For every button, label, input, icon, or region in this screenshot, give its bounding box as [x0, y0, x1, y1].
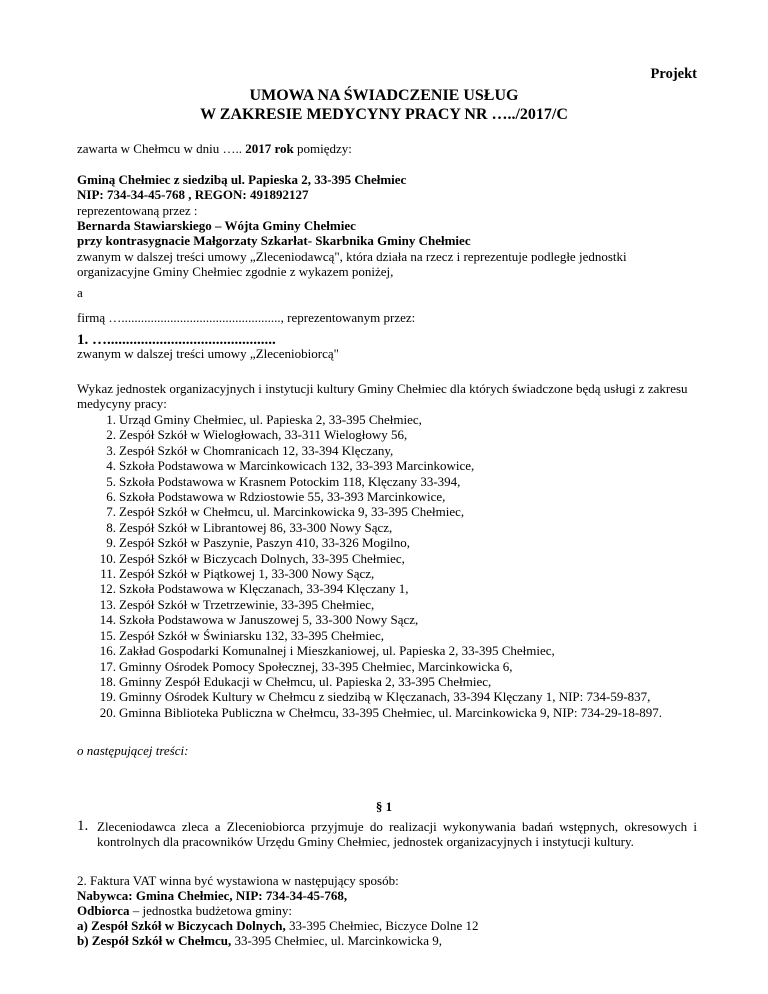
list-item — [77, 443, 697, 458]
list-item-number: 3. — [106, 442, 116, 458]
list-item-number: 8. — [106, 519, 116, 535]
party2-called: zwanym w dalszej treści umowy „Zleceniobiorcą" — [77, 346, 339, 361]
content-intro: o następującej treści: — [77, 743, 189, 758]
list-item-number: 12. — [99, 581, 116, 597]
intro-suffix: pomiędzy: — [293, 141, 352, 156]
list-item — [77, 612, 697, 627]
section1-item2: 2. Faktura VAT winna być wystawiona w następujący sposób: — [77, 873, 399, 888]
party1-ids: NIP: 734-34-45-768 , REGON: 491892127 — [77, 187, 309, 202]
list-item — [77, 566, 697, 581]
recipient-a — [77, 918, 697, 933]
list-item — [77, 535, 697, 550]
list-item-text: Zespół Szkół w Librantowej 86, 33-300 Nowy Sącz, — [119, 519, 393, 535]
list-item-number: 13. — [99, 596, 116, 612]
list-item — [77, 643, 697, 658]
list-item-number: 9. — [106, 535, 116, 551]
list-item-text: Szkoła Podstawowa w Krasnem Potockim 118, Klęczany 33-394, — [119, 473, 461, 489]
list-item-text: Zespół Szkół w Chomranicach 12, 33-394 Klęczany, — [119, 442, 394, 458]
list-item — [77, 597, 697, 612]
list-item-text: Urząd Gminy Chełmiec, ul. Papieska 2, 33-395 Chełmiec, — [119, 412, 422, 427]
list-item — [77, 458, 697, 473]
units-list — [77, 412, 697, 720]
party1-name: Gminą Chełmiec z siedzibą ul. Papieska 2, 33-395 Chełmiec — [77, 172, 407, 187]
list-item-number: 18. — [99, 673, 116, 689]
list-item — [77, 520, 697, 535]
party1-rep2: przy kontrasygnacie Małgorzaty Szkarłat- Skarbnika Gminy Chełmiec — [77, 233, 471, 248]
list-item — [77, 474, 697, 489]
list-item-text: Zespół Szkół w Trzetrzewinie, 33-395 Chełmiec, — [119, 596, 375, 612]
list-item — [77, 412, 697, 427]
list-item-number: 1. — [106, 412, 116, 427]
intro-line — [77, 141, 697, 156]
intro-prefix: zawarta w Chełmcu w dniu ….. — [77, 141, 246, 156]
section1-item1-text: Zleceniodawca zleca a Zleceniobiorca przyjmuje do realizacji wykonywania badań wstępnych, okresowych i kontrolnych dla pracowników Urzędu Gminy Chełmiec, jednostek organizacyjnych i instytucji kultury. — [97, 819, 697, 850]
recipient-b-address: 33-395 Chełmiec, ul. Marcinkowicka 9, — [231, 933, 443, 948]
list-item — [77, 427, 697, 442]
list-item — [77, 628, 697, 643]
list-item-number: 20. — [99, 704, 116, 720]
list-item-text: Szkoła Podstawowa w Januszowej 5, 33-300 Nowy Sącz, — [119, 612, 419, 628]
invoice-recipient — [77, 903, 697, 918]
party2-rep-num: 1. — [77, 332, 89, 348]
list-item-text: Zespół Szkół w Świniarsku 132, 33-395 Chełmiec, — [119, 627, 385, 643]
list-item-number: 2. — [106, 427, 116, 443]
list-item-text: Szkoła Podstawowa w Klęczanach, 33-394 Klęczany 1, — [119, 581, 409, 597]
list-item — [77, 504, 697, 519]
list-item-text: Zespół Szkół w Chełmcu, ul. Marcinkowicka 9, 33-395 Chełmiec, — [119, 504, 465, 520]
list-item-text: Gminna Biblioteka Publiczna w Chełmcu, 33-395 Chełmiec, ul. Marcinkowicka 9, NIP: 734-29-18-897. — [119, 704, 663, 720]
invoice-recipient-rest: – jednostka budżetowa gminy: — [129, 903, 292, 918]
list-item — [77, 551, 697, 566]
list-item-text: Gminny Ośrodek Pomocy Społecznej, 33-395 Chełmiec, Marcinkowicka 6, — [119, 658, 513, 674]
list-item — [77, 659, 697, 674]
list-item-number: 16. — [99, 643, 116, 659]
list-item-text: Gminny Ośrodek Kultury w Chełmcu z siedzibą w Klęczanach, 33-394 Klęczany 1, NIP: 734-59-837, — [119, 689, 651, 705]
intro-year: 2017 rok — [245, 141, 294, 156]
units-intro: Wykaz jednostek organizacyjnych i instytucji kultury Gminy Chełmiec dla których świadczone będą usługi z zakresu medycyny pracy: — [77, 381, 688, 412]
recipient-a-address: 33-395 Chełmiec, Biczyce Dolne 12 — [285, 918, 479, 933]
party1-represented: reprezentowaną przez : — [77, 203, 198, 218]
document-title-line2: W ZAKRESIE MEDYCYNY PRACY NR …../2017/C — [200, 106, 568, 123]
list-item — [77, 674, 697, 689]
recipient-b-name: b) Zespół Szkół w Chełmcu, — [77, 933, 232, 948]
recipient-a-name: a) Zespół Szkół w Biczycach Dolnych, — [77, 918, 286, 933]
draft-label: Projekt — [650, 66, 697, 82]
list-item-text: Szkoła Podstawowa w Marcinkowicach 132, 33-393 Marcinkowice, — [119, 458, 475, 474]
list-item-number: 6. — [106, 489, 116, 505]
list-item-number: 17. — [99, 658, 116, 674]
list-item-number: 11. — [100, 566, 116, 582]
party1-called: zwanym w dalszej treści umowy „Zleceniodawcą", która działa na rzecz i reprezentuje podległe jednostki organizacyjne Gminy Chełmiec zgodnie z wykazem poniżej, — [77, 249, 627, 280]
and-word: a — [77, 285, 83, 300]
invoice-recipient-label: Odbiorca — [77, 903, 130, 918]
list-item-text: Zespół Szkół w Paszynie, Paszyn 410, 33-326 Mogilno, — [119, 535, 411, 551]
list-item — [77, 581, 697, 596]
list-item-number: 5. — [106, 473, 116, 489]
party1-rep1: Bernarda Stawiarskiego – Wójta Gminy Chełmiec — [77, 218, 356, 233]
list-item-text: Gminny Zespół Edukacji w Chełmcu, ul. Papieska 2, 33-395 Chełmiec, — [119, 673, 492, 689]
party2-rep-dots: …............................................. — [88, 332, 276, 348]
invoice-buyer: Nabywca: Gmina Chełmiec, NIP: 734-34-45-768, — [77, 888, 348, 903]
list-item-number: 10. — [99, 550, 116, 566]
list-item-number: 4. — [106, 458, 116, 474]
recipient-b — [77, 933, 697, 948]
section1-item1-number: 1. — [77, 818, 89, 834]
list-item-text: Zespół Szkół w Wielogłowach, 33-311 Wielogłowy 56, — [119, 427, 408, 443]
list-item-text: Szkoła Podstawowa w Rdziostowie 55, 33-393 Marcinkowice, — [119, 489, 446, 505]
section-heading: § 1 — [375, 799, 393, 814]
list-item — [77, 705, 697, 720]
list-item-number: 19. — [99, 689, 116, 705]
list-item-number: 15. — [99, 627, 116, 643]
section1-item1 — [77, 819, 697, 850]
list-item-number: 14. — [99, 612, 116, 628]
document-title-line1: UMOWA NA ŚWIADCZENIE USŁUG — [249, 87, 519, 104]
list-item-text: Zespół Szkół w Piątkowej 1, 33-300 Nowy Sącz, — [119, 566, 375, 582]
list-item — [77, 489, 697, 504]
list-item-number: 7. — [106, 504, 116, 520]
party2-firm: firmą …................................................., reprezentowanym przez: — [77, 310, 416, 325]
list-item-text: Zespół Szkół w Biczycach Dolnych, 33-395 Chełmiec, — [119, 550, 405, 566]
list-item — [77, 689, 697, 704]
list-item-text: Zakład Gospodarki Komunalnej i Mieszkaniowej, ul. Papieska 2, 33-395 Chełmiec, — [119, 643, 555, 659]
